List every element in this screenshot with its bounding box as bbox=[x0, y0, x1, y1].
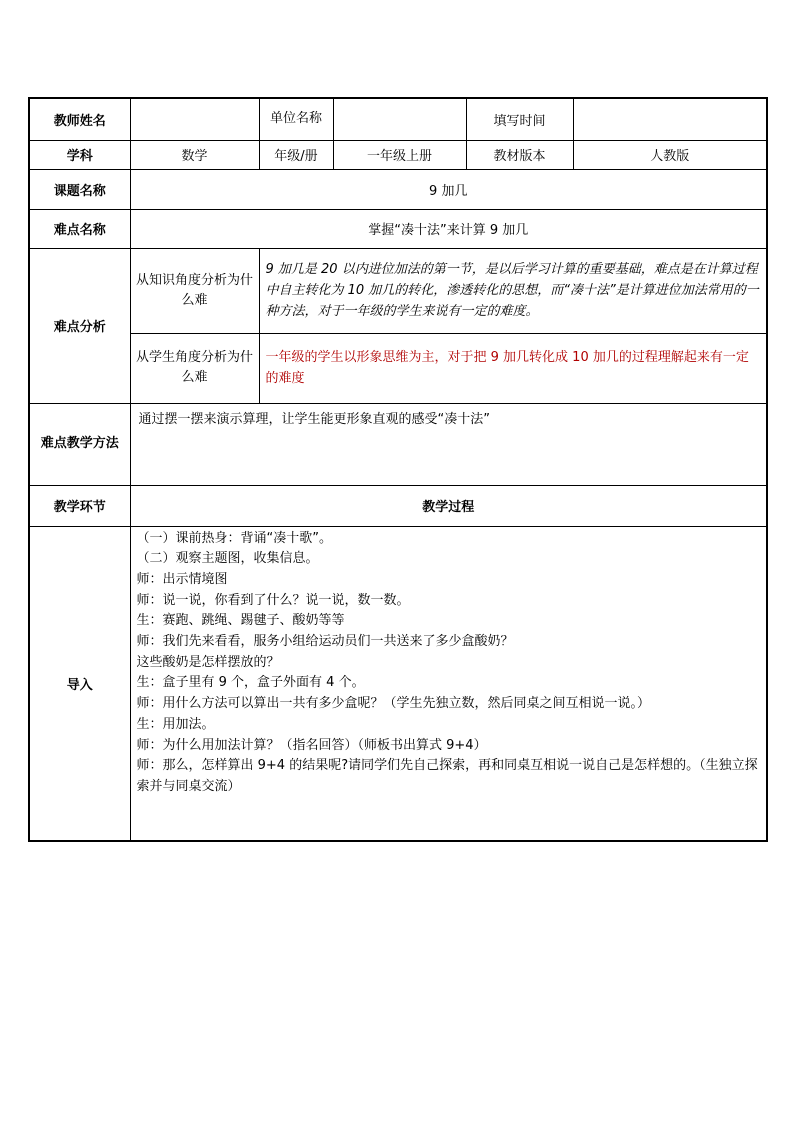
textbook-label: 教材版本 bbox=[466, 140, 573, 169]
teacher-name-field[interactable] bbox=[130, 98, 259, 140]
subject-label: 学科 bbox=[29, 140, 130, 169]
subject-value: 数学 bbox=[130, 140, 259, 169]
method-row bbox=[29, 403, 767, 485]
process-line: 生：用加法。 bbox=[136, 716, 215, 732]
process-line: 生：盒子里有 9 个，盒子外面有 4 个。 bbox=[136, 675, 365, 691]
difficulty-value: 掌握“凑十法”来计算 9 加几 bbox=[130, 209, 767, 248]
grade-value: 一年级上册 bbox=[333, 140, 466, 169]
process-header: 教学过程 bbox=[130, 485, 767, 526]
topic-row bbox=[29, 169, 767, 209]
teacher-name-label: 教师姓名 bbox=[29, 98, 130, 140]
stage-header: 教学环节 bbox=[29, 485, 130, 526]
unit-name-field[interactable] bbox=[333, 98, 466, 140]
process-header-row bbox=[29, 485, 767, 526]
process-line: 师：我们先来看看，服务小组给运动员们一共送来了多少盒酸奶？ bbox=[136, 634, 514, 650]
process-line: 师：出示情境图 bbox=[136, 571, 228, 587]
process-line: （二）观察主题图，收集信息。 bbox=[136, 551, 319, 567]
method-text: 通过摆一摆来演示算理，让学生能更形象直观的感受“凑十法” bbox=[130, 403, 767, 485]
process-line: 这些酸奶是怎样摆放的？ bbox=[136, 654, 280, 670]
intro-row bbox=[29, 526, 767, 841]
knowledge-angle-label: 从知识角度分析为什么难 bbox=[130, 248, 259, 333]
lesson-plan-table bbox=[28, 97, 768, 842]
unit-name-label: 单位名称 bbox=[259, 98, 333, 140]
knowledge-angle-text: 9 加几是 20 以内进位加法的第一节，是以后学习计算的重要基础，难点是在计算过程中自主转化为 10 加几的转化，渗透转化的思想，而“凑十法”是计算进位加法常用的一种方法，对于一年级的学生来说有一定的难度。 bbox=[259, 248, 767, 333]
process-line: （一）课前热身：背诵“凑十歌”。 bbox=[136, 530, 332, 546]
student-angle-label: 从学生角度分析为什么难 bbox=[130, 333, 259, 403]
intro-stage-label: 导入 bbox=[29, 526, 130, 841]
method-label: 难点教学方法 bbox=[29, 403, 130, 485]
difficulty-label: 难点名称 bbox=[29, 209, 130, 248]
topic-value: 9 加几 bbox=[130, 169, 767, 209]
process-line: 师：说一说，你看到了什么？说一说，数一数。 bbox=[136, 592, 410, 608]
process-line: 师：为什么用加法计算？（指名回答）（师板书出算式 9+4） bbox=[136, 737, 487, 753]
process-line: 师：那么，怎样算出 9+4 的结果呢?请同学们先自己探索，再和同桌互相说一说自己是怎样想的。（生独立探索并与同桌交流） bbox=[136, 758, 758, 794]
subject-row bbox=[29, 140, 767, 169]
analysis-label: 难点分析 bbox=[29, 248, 130, 403]
student-angle-text: 一年级的学生以形象思维为主，对于把 9 加几转化成 10 加几的过程理解起来有一定的难度 bbox=[259, 333, 767, 403]
textbook-value: 人教版 bbox=[573, 140, 767, 169]
process-line: 师：用什么方法可以算出一共有多少盒呢？（学生先独立数，然后同桌之间互相说一说。） bbox=[136, 696, 651, 712]
topic-label: 课题名称 bbox=[29, 169, 130, 209]
analysis-knowledge-row bbox=[29, 248, 767, 333]
fill-time-field[interactable] bbox=[573, 98, 767, 140]
process-line: 生：赛跑、跳绳、踢毽子、酸奶等等 bbox=[136, 613, 345, 629]
intro-process-cell bbox=[130, 526, 767, 841]
teacher-info-row bbox=[29, 98, 767, 140]
grade-label: 年级/册 bbox=[259, 140, 333, 169]
analysis-student-row bbox=[29, 333, 767, 403]
fill-time-label: 填写时间 bbox=[466, 98, 573, 140]
difficulty-row bbox=[29, 209, 767, 248]
